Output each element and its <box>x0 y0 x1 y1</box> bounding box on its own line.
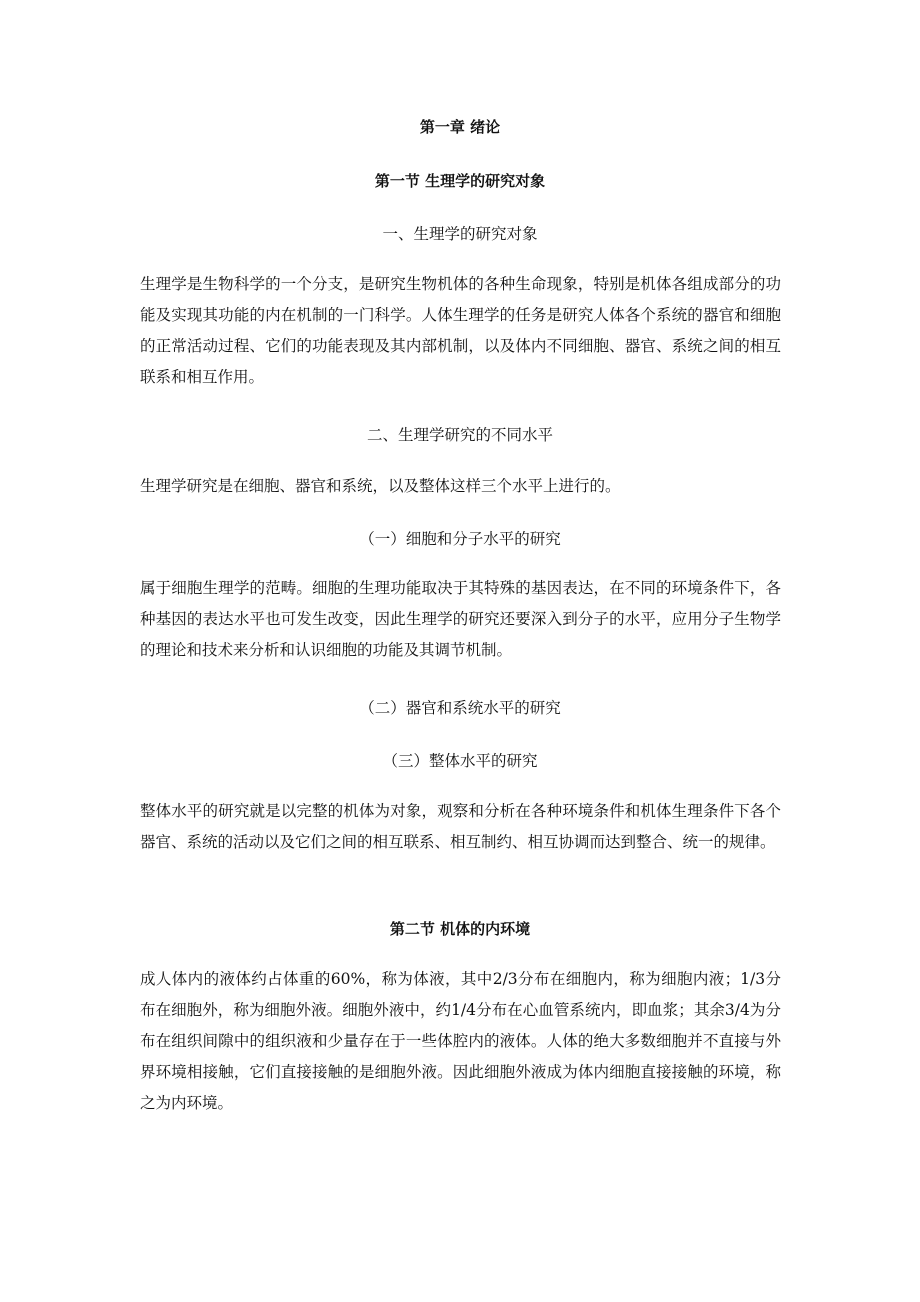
level-3-title: （三）整体水平的研究 <box>382 752 538 770</box>
level-3-paragraph: 整体水平的研究就是以完整的机体为对象，观察和分析在各种环境条件和机体生理条件下各个器官、系统的活动以及它们之间的相互联系、相互制约、相互协调而达到整合、统一的规律。 <box>140 802 781 851</box>
level-1-title: （一）细胞和分子水平的研究 <box>359 530 561 548</box>
subsection-1-title: 一、生理学的研究对象 <box>382 225 538 243</box>
level-1-paragraph: 属于细胞生理学的范畴。细胞的生理功能取决于其特殊的基因表达，在不同的环境条件下，各种基因的表达水平也可发生改变，因此生理学的研究还要深入到分子的水平，应用分子生物学的理论和技术来分析和认识细胞的功能及其调节机制。 <box>140 579 781 659</box>
section-2-paragraph: 成人体内的液体约占体重的60%，称为体液，其中2/3分布在细胞内，称为细胞内液；1/3分布在细胞外，称为细胞外液。细胞外液中，约1/4分布在心血管系统内，即血浆；其余3/4为分布在组织间隙中的组织液和少量存在于一些体腔内的液体。人体的绝大多数细胞并不直接与外界环境相接触，它们直接接触的是细胞外液。因此细胞外液成为体内细胞直接接触的环境，称之为内环境。 <box>140 970 781 1112</box>
subsection-2-title: 二、生理学研究的不同水平 <box>366 426 553 444</box>
level-2-title: （二）器官和系统水平的研究 <box>359 699 561 717</box>
section-2-title: 第二节 机体的内环境 <box>389 920 531 938</box>
subsection-1-paragraph: 生理学是生物科学的一个分支，是研究生物机体的各种生命现象，特别是机体各组成部分的功能及实现其功能的内在机制的一门科学。人体生理学的任务是研究人体各个系统的器官和细胞的正常活动过程、它们的功能表现及其内部机制，以及体内不同细胞、器官、系统之间的相互联系和相互作用。 <box>140 275 781 386</box>
section-1-title: 第一节 生理学的研究对象 <box>374 172 546 190</box>
subsection-2-paragraph: 生理学研究是在细胞、器官和系统，以及整体这样三个水平上进行的。 <box>140 477 621 495</box>
chapter-title: 第一章 绪论 <box>419 118 501 136</box>
